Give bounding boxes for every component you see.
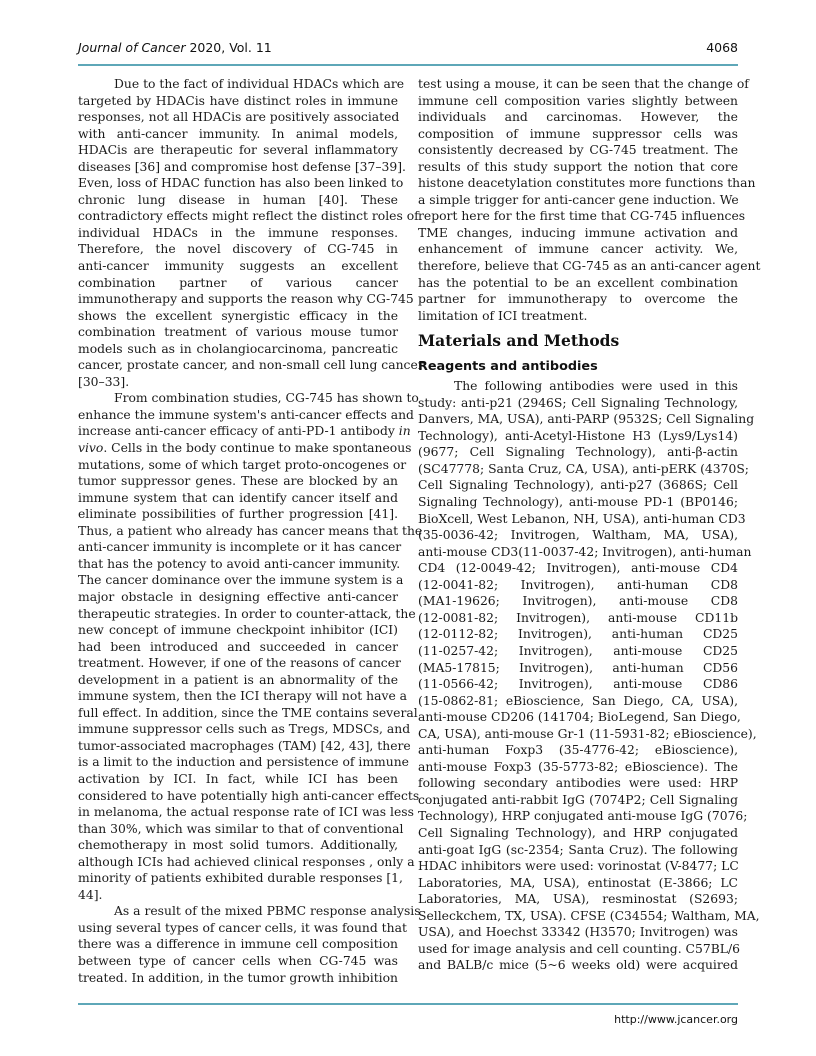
text-line: considered to have potentially high anti-cancer effects xyxy=(78,788,420,803)
text-line: anti-cancer immunity is incomplete or it has cancer xyxy=(78,540,402,555)
text-line: CD4 (12-0049-42; Invitrogen), anti-mouse CD4 xyxy=(418,561,738,576)
journal-name: Journal of Cancer xyxy=(78,40,186,55)
text-line: immunotherapy and supports the reason why CG-745 xyxy=(78,292,414,307)
text-line: individuals and carcinomas. However, the xyxy=(418,110,738,125)
text-line: (15-0862-81; eBioscience, San Diego, CA, USA), xyxy=(418,693,738,708)
text-line: although ICIs had achieved clinical responses , only a xyxy=(78,854,415,869)
text-line: (11-0257-42; Invitrogen), anti-mouse CD25 xyxy=(418,643,738,658)
text-line: (35-0036-42; Invitrogen, Waltham, MA, USA), xyxy=(418,528,738,543)
text-line: activation by ICI. In fact, while ICI has been xyxy=(78,771,398,786)
text-line: with anti-cancer immunity. In animal models, xyxy=(78,126,398,141)
text-line: using several types of cancer cells, it was found that xyxy=(78,920,407,935)
text-line: Cell Signaling Technology), and HRP conjugated xyxy=(418,825,738,840)
text-line: therapeutic strategies. In order to counter-attack, the xyxy=(78,606,416,621)
text-line: has the potential to be an excellent combination xyxy=(418,275,738,290)
text-line: combination partner of various cancer xyxy=(78,275,398,290)
text-line: chronic lung disease in human [40]. These xyxy=(78,192,398,207)
text-line: there was a difference in immune cell composition xyxy=(78,937,398,952)
text-line: anti-human Foxp3 (35-4776-42; eBioscience), xyxy=(418,743,738,758)
text-line: development in a patient is an abnormality of the xyxy=(78,672,398,687)
text-line: partner for immunotherapy to overcome the xyxy=(418,292,738,307)
text-line: Signaling Technology), anti-mouse PD-1 (BP0146; xyxy=(418,495,738,510)
text-line: Laboratories, MA, USA), resminostat (S2693; xyxy=(418,892,738,907)
text-line: treated. In addition, in the tumor growth inhibition xyxy=(78,970,398,985)
text-line: 44]. xyxy=(78,887,103,902)
text-line: mutations, some of which target proto-oncogenes or xyxy=(78,457,407,472)
text-line: chemotherapy in most solid tumors. Additionally, xyxy=(78,838,398,853)
text-line: test using a mouse, it can be seen that the change of xyxy=(418,77,749,91)
text-span: increase anti-cancer efficacy of anti-PD-1 antibody xyxy=(78,424,395,439)
text-line: Cell Signaling Technology), anti-p27 (3686S; Cell xyxy=(418,478,738,493)
text-line: in melanoma, the actual response rate of ICI was less xyxy=(78,805,414,820)
text-line: consistently decreased by CG-745 treatment. The xyxy=(418,143,738,158)
text-line: anti-mouse CD3(11-0037-42; Invitrogen), anti-human xyxy=(418,544,752,559)
running-header xyxy=(78,40,738,60)
right-column xyxy=(418,76,761,974)
text-line: histone deacetylation constitutes more functions than xyxy=(418,176,756,191)
text-line: HDAC inhibitors were used: vorinostat (V-8477; LC xyxy=(418,859,739,874)
text-line: conjugated anti-rabbit IgG (7074P2; Cell Signaling xyxy=(418,792,738,807)
text-line: targeted by HDACis have distinct roles in immune xyxy=(78,93,398,108)
footer-rule xyxy=(78,1003,738,1005)
journal-url[interactable]: http://www.jcancer.org xyxy=(614,1013,738,1026)
text-line: between type of cancer cells when CG-745 was xyxy=(78,953,398,968)
text-line: The cancer dominance over the immune system is a xyxy=(78,573,404,588)
text-line: immune suppressor cells such as Tregs, MDSCs, and xyxy=(78,722,411,737)
header-rule xyxy=(78,64,738,66)
text-line: Due to the fact of individual HDACs which are xyxy=(114,77,405,91)
text-line: Thus, a patient who already has cancer means that the xyxy=(78,523,423,538)
text-line: Therefore, the novel discovery of CG-745 in xyxy=(78,242,398,257)
text-line: Laboratories, MA, USA), entinostat (E-3866; LC xyxy=(418,875,738,890)
journal-volume: 2020, Vol. 11 xyxy=(185,40,272,55)
text-line: minority of patients exhibited durable responses [1, xyxy=(78,871,403,886)
text-line: report here for the first time that CG-745 influences xyxy=(418,209,746,224)
text-line: shows the excellent synergistic efficacy in the xyxy=(78,308,398,323)
text-line: anti-goat IgG (sc-2354; Santa Cruz). The following xyxy=(418,842,738,857)
text-line: USA), and Hoechst 33342 (H3570; Invitrogen) was xyxy=(418,925,738,940)
text-line: models such as in cholangiocarcinoma, pancreatic xyxy=(78,341,398,356)
text-line: cancer, prostate cancer, and non-small cell lung cancer xyxy=(78,358,424,373)
italic-term: vivo xyxy=(78,441,104,456)
text-line: From combination studies, CG-745 has shown to xyxy=(114,391,419,406)
text-line: Selleckchem, TX, USA). CFSE (C34554; Waltham, MA, xyxy=(418,908,760,923)
text-line: full effect. In addition, since the TME contains several xyxy=(78,705,418,720)
text-line: Technology), HRP conjugated anti-mouse IgG (7076; xyxy=(418,809,748,824)
text-line: than 30%, which was similar to that of conventional xyxy=(78,821,404,836)
text-line: (SC47778; Santa Cruz, CA, USA), anti-pERK (4370S; xyxy=(418,461,749,476)
text-line: responses, not all HDACis are positively associated xyxy=(78,110,400,125)
text-line: therefore, believe that CG-745 as an anti-cancer agent xyxy=(418,259,761,274)
text-line: and BALB/c mice (5~6 weeks old) were acquired xyxy=(418,958,738,973)
text-line: Danvers, MA, USA), anti-PARP (9532S; Cell Signaling xyxy=(418,412,755,427)
text-line: treatment. However, if one of the reasons of cancer xyxy=(78,656,401,671)
text-line: Even, loss of HDAC function has also been linked to xyxy=(78,176,404,191)
text-line xyxy=(78,440,412,457)
text-line: (12-0112-82; Invitrogen), anti-human CD25 xyxy=(418,627,738,642)
text-line: immune system that can identify cancer itself and xyxy=(78,490,398,505)
text-line xyxy=(78,423,411,440)
page-number: 4068 xyxy=(706,40,738,55)
text-line: that has the potency to avoid anti-cancer immunity. xyxy=(78,556,401,571)
text-line: anti-cancer immunity suggests an excellent xyxy=(78,259,398,274)
text-line: TME changes, inducing immune activation and xyxy=(418,225,738,240)
italic-term: in xyxy=(398,424,411,439)
text-line: anti-mouse CD206 (141704; BioLegend, San Diego, xyxy=(418,710,741,725)
text-line: immune cell composition varies slightly between xyxy=(418,93,738,108)
text-line: tumor suppressor genes. These are blocked by an xyxy=(78,474,398,489)
text-line: results of this study support the notion that core xyxy=(418,159,738,174)
text-line: (MA5-17815; Invitrogen), anti-human CD56 xyxy=(418,660,738,675)
text-line: enhance the immune system's anti-cancer effects and xyxy=(78,407,414,422)
text-line: (11-0566-42; Invitrogen), anti-mouse CD86 xyxy=(418,677,738,692)
text-line: is a limit to the induction and persistence of immune xyxy=(78,755,409,770)
text-line: (12-0081-82; Invitrogen), anti-mouse CD11b xyxy=(418,610,738,625)
text-span: . Cells in the body continue to make spontaneous xyxy=(103,441,412,456)
text-line: HDACis are therapeutic for several inflammatory xyxy=(78,143,398,158)
text-line: individual HDACs in the immune responses. xyxy=(78,225,398,240)
text-line: As a result of the mixed PBMC response analysis xyxy=(114,904,421,919)
text-line: composition of immune suppressor cells was xyxy=(418,126,738,141)
text-line: eliminate possibilities of further progression [41]. xyxy=(78,507,398,522)
text-line: (9677; Cell Signaling Technology), anti-β-actin xyxy=(418,445,738,460)
text-line: major obstacle in designing effective anti-cancer xyxy=(78,589,398,604)
text-line: BioXcell, West Lebanon, NH, USA), anti-human CD3 xyxy=(418,511,746,526)
text-line: tumor-associated macrophages (TAM) [42, 43], there xyxy=(78,738,411,753)
journal-citation xyxy=(78,40,272,55)
text-line: had been introduced and succeeded in cancer xyxy=(78,639,398,654)
text-line: new concept of immune checkpoint inhibitor (ICI) xyxy=(78,623,398,638)
text-line: following secondary antibodies were used: HRP xyxy=(418,776,738,791)
text-line: combination treatment of various mouse tumor xyxy=(78,325,398,340)
text-line: study: anti-p21 (2946S; Cell Signaling Technology, xyxy=(418,395,738,410)
text-line: enhancement of immune cancer activity. We, xyxy=(418,242,738,257)
text-line: The following antibodies were used in this xyxy=(454,379,738,394)
text-line: a simple trigger for anti-cancer gene induction. We xyxy=(418,192,739,207)
text-line: (12-0041-82; Invitrogen), anti-human CD8 xyxy=(418,577,738,592)
text-line: Technology), anti-Acetyl-Histone H3 (Lys9/Lys14) xyxy=(418,428,738,443)
text-line: limitation of ICI treatment. xyxy=(418,308,588,323)
text-line: anti-mouse Foxp3 (35-5773-82; eBioscience). The xyxy=(418,759,738,774)
subsection-heading: Reagents and antibodies xyxy=(418,359,598,375)
text-line: CA, USA), anti-mouse Gr-1 (11-5931-82; eBioscience), xyxy=(418,726,757,741)
section-heading: Materials and Methods xyxy=(418,331,620,351)
text-line: used for image analysis and cell counting. C57BL/6 xyxy=(418,941,740,956)
text-line: contradictory effects might reflect the distinct roles of xyxy=(78,209,419,224)
text-line: diseases [36] and compromise host defense [37–39]. xyxy=(78,159,406,174)
text-line: (MA1-19626; Invitrogen), anti-mouse CD8 xyxy=(418,594,738,609)
text-line: immune system, then the ICI therapy will not have a xyxy=(78,689,408,704)
left-column xyxy=(78,76,424,986)
text-line: [30–33]. xyxy=(78,374,130,389)
